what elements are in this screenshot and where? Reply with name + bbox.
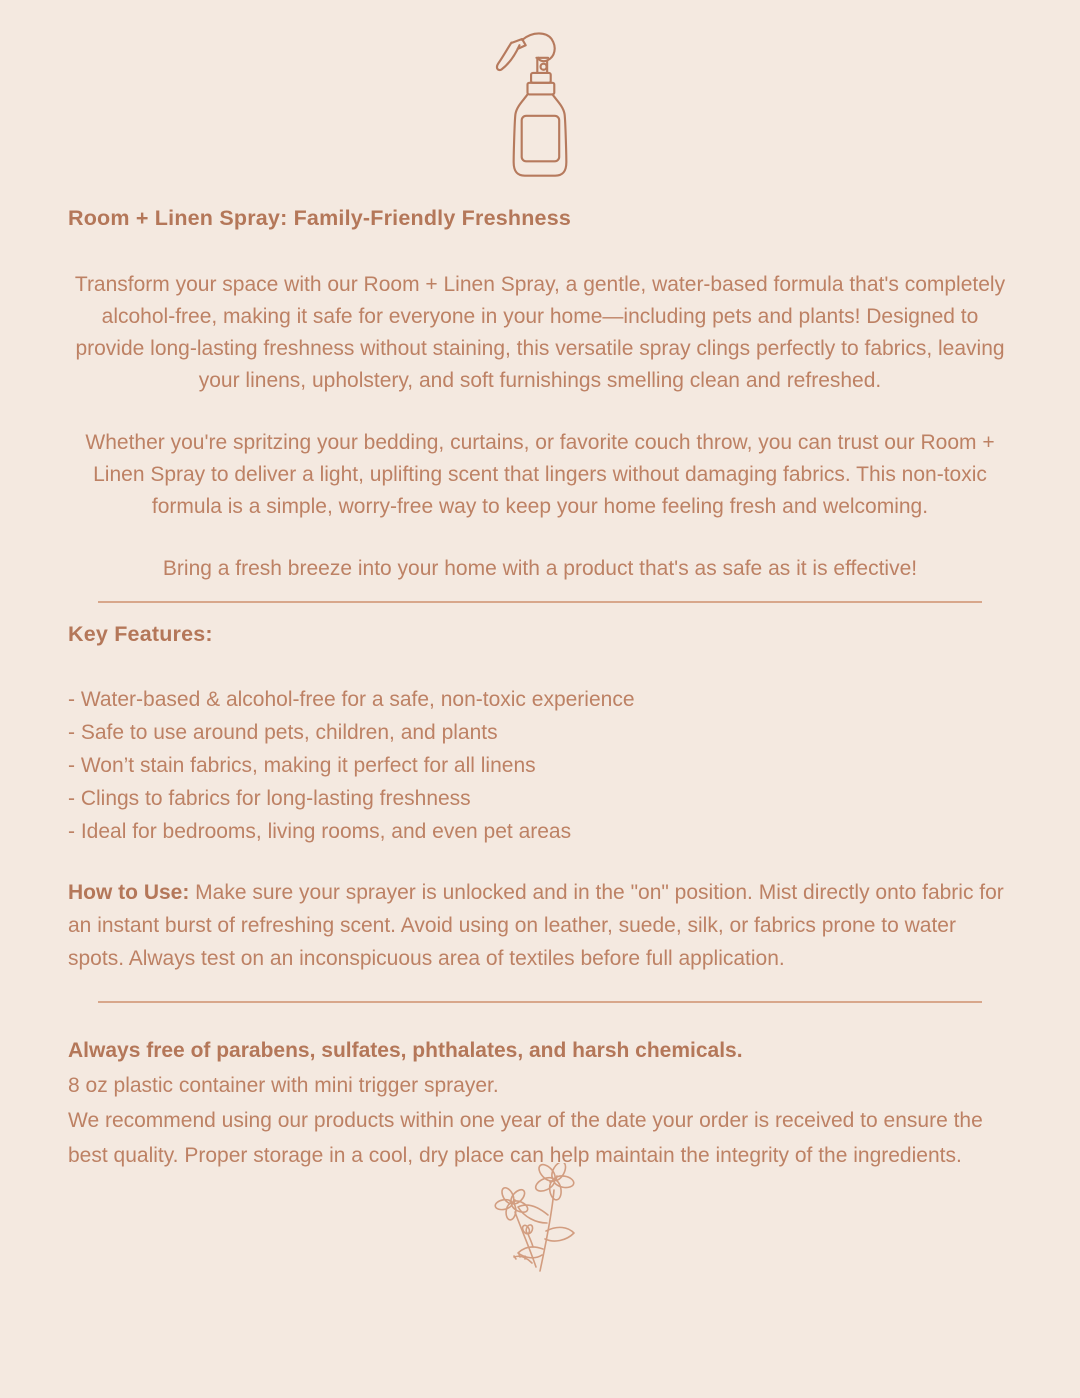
intro-paragraph-2: Whether you're spritzing your bedding, curtains, or favorite couch throw, you can trust our Room + Linen Spray to deliver a light, uplifting scent that lingers without damaging fabrics. This non-toxic formula is a simple, worry-free way to keep your home feeling fresh and welcoming.: [85, 431, 995, 518]
shelf-life-note: We recommend using our products within one year of the date your order is received to ensure the best quality. Proper storage in a cool, dry place can help maintain the integrity of the ingredients.: [68, 1109, 983, 1167]
spray-bottle-illustration: [68, 22, 1012, 190]
key-features-heading: Key Features:: [68, 622, 213, 646]
feature-item: - Ideal for bedrooms, living rooms, and even pet areas: [68, 820, 572, 843]
how-to-use-label: How to Use:: [68, 881, 190, 904]
feature-item: - Water-based & alcohol-free for a safe, non-toxic experience: [68, 688, 635, 711]
container-description: 8 oz plastic container with mini trigger sprayer.: [68, 1074, 499, 1097]
wildflower-icon: [488, 1163, 592, 1275]
section-divider-bottom: [98, 1001, 982, 1003]
spray-bottle-icon: [490, 22, 590, 190]
product-details-block: [68, 1033, 1012, 1173]
feature-item: - Safe to use around pets, children, and plants: [68, 721, 498, 744]
page-title: Room + Linen Spray: Family-Friendly Freshness: [68, 206, 572, 230]
intro-paragraph-1: Transform your space with our Room + Linen Spray, a gentle, water-based formula that's completely alcohol-free, making it safe for everyone in your home—including pets and plants! Designed to provide long-lasting freshness without staining, this versatile spray clings perfectly to fabrics, leaving your linens, upholstery, and soft furnishings smelling clean and refreshed.: [74, 273, 1006, 392]
intro-paragraph-3: Bring a fresh breeze into your home with a product that's as safe as it is effective!: [162, 557, 918, 580]
flower-illustration: [68, 1163, 1012, 1275]
how-to-use-paragraph: [68, 876, 1012, 975]
feature-item: - Clings to fabrics for long-lasting freshness: [68, 787, 471, 810]
how-to-use-text: Make sure your sprayer is unlocked and in the "on" position. Mist directly onto fabric for an instant burst of refreshing scent. Avoid using on leather, suede, silk, or fabrics prone to water spots. Always test on an inconspicuous area of textiles before full application.: [68, 881, 1004, 970]
free-of-statement: Always free of parabens, sulfates, phthalates, and harsh chemicals.: [68, 1039, 743, 1062]
key-features-list: [68, 683, 1012, 848]
section-divider-top: [98, 601, 982, 603]
feature-item: - Won’t stain fabrics, making it perfect for all linens: [68, 754, 536, 777]
